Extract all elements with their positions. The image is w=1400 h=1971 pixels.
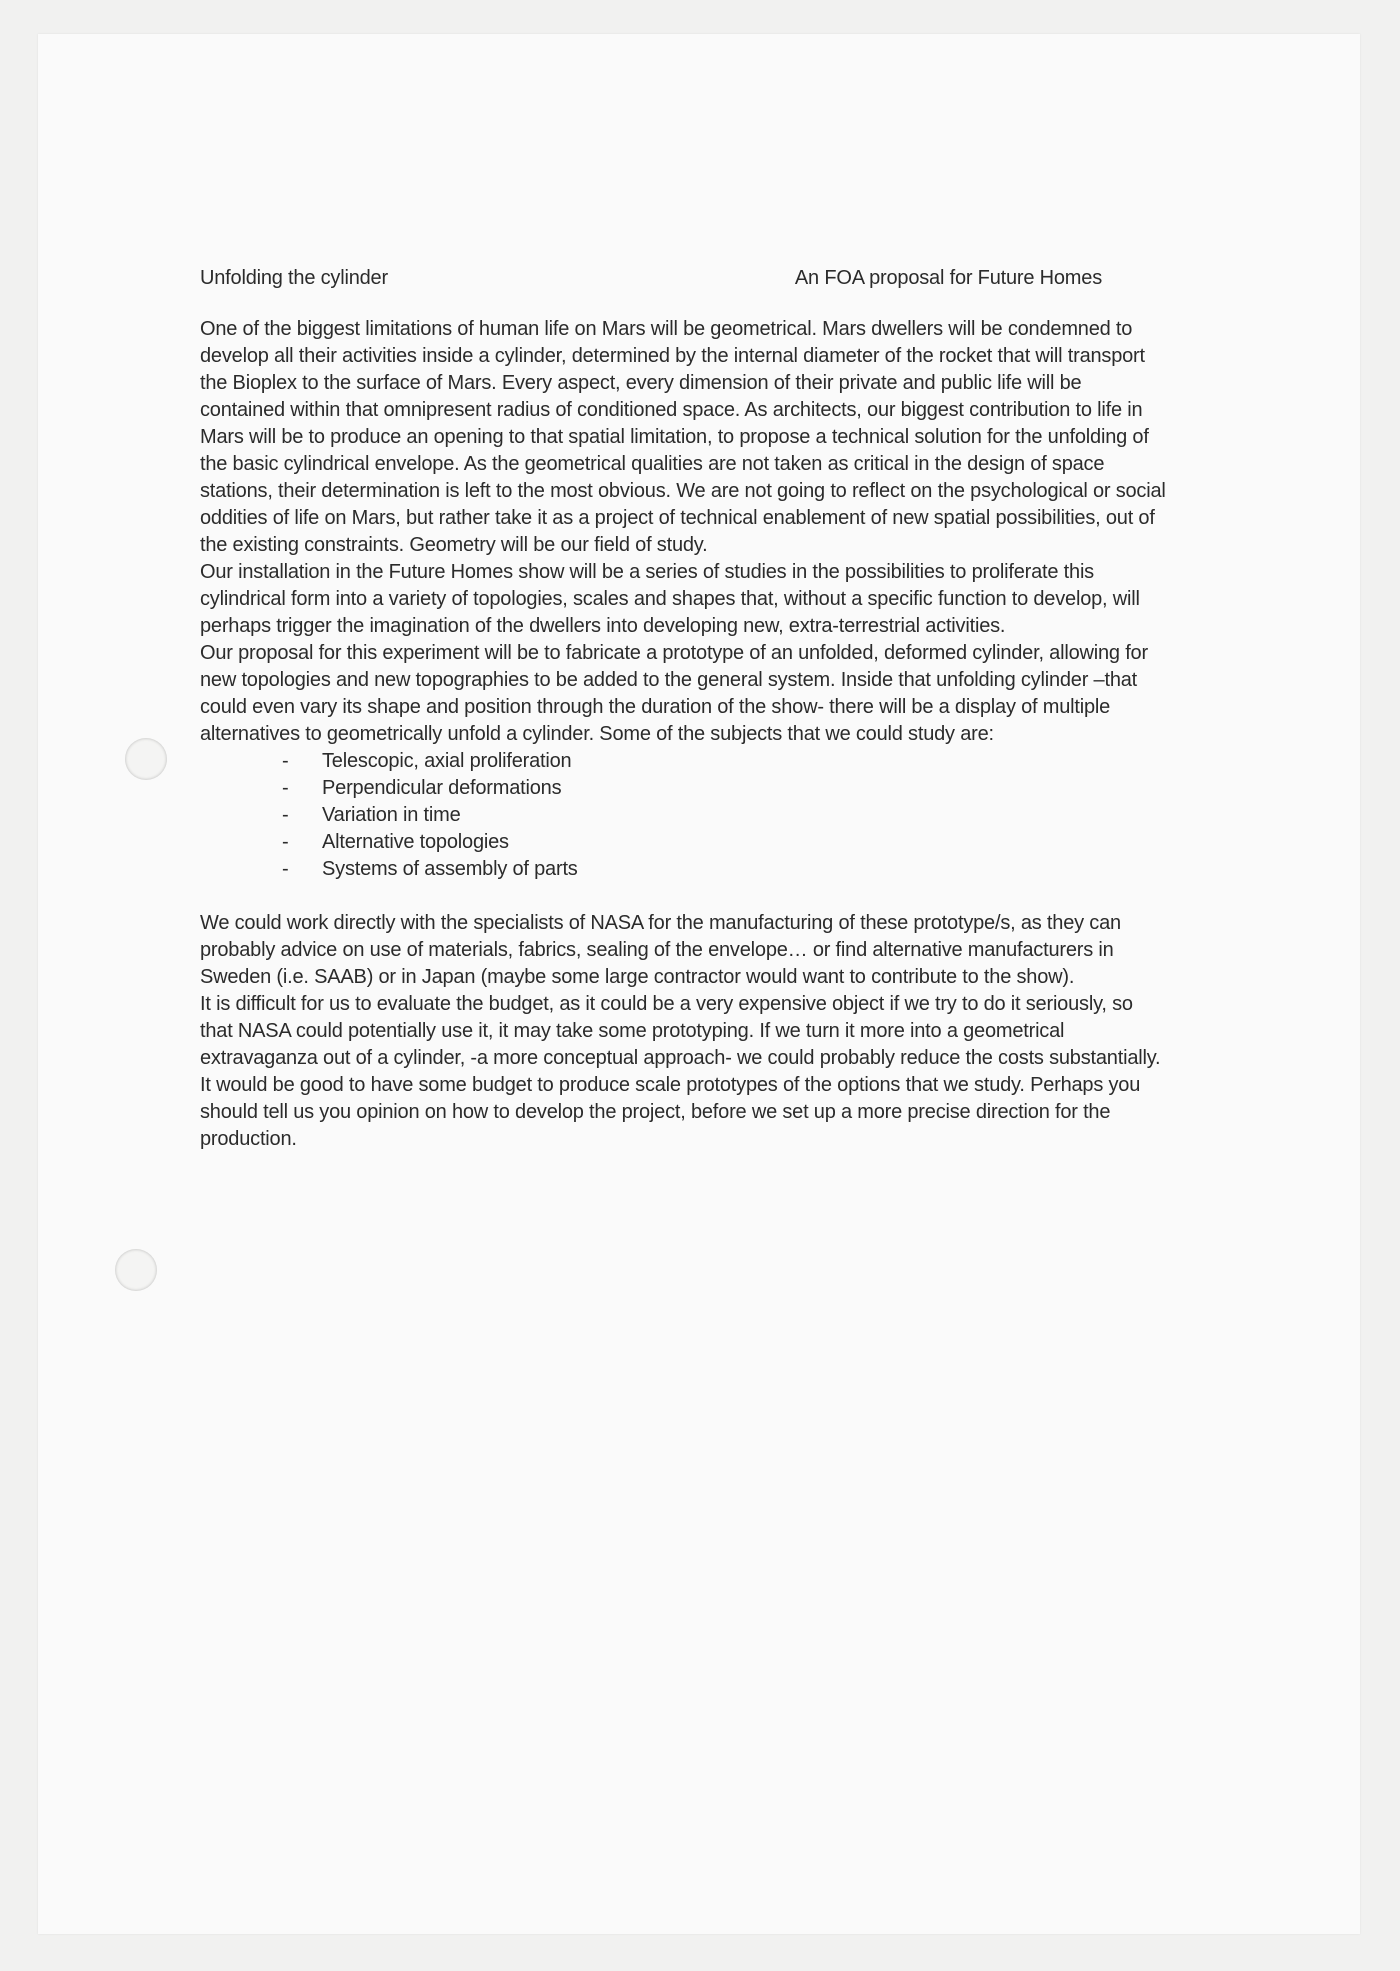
list-dash: -: [282, 804, 289, 826]
list-item: [282, 748, 1170, 775]
list-dash: -: [282, 858, 289, 880]
document-subtitle: An FOA proposal for Future Homes: [794, 267, 1102, 289]
document-header: [200, 265, 1170, 292]
document-body: [200, 265, 1170, 1153]
punch-hole: [115, 1249, 157, 1291]
list-item-text: Systems of assembly of parts: [322, 858, 578, 880]
list-item-text: Variation in time: [322, 804, 461, 826]
list-item: [282, 856, 1170, 883]
paragraph: Our proposal for this experiment will be to fabricate a prototype of an unfolded, deformed cylinder, allowing for new topologies and new topographies to be added to the general system. Inside that unfolding cylinder –that could even vary its shape and position through the duration of the show- there will be a display of multiple alternatives to geometrically unfold a cylinder. Some of the subjects that we could study are:: [200, 642, 1148, 745]
list-item-text: Telescopic, axial proliferation: [322, 750, 572, 772]
subjects-list: [200, 748, 1170, 883]
paragraph: It is difficult for us to evaluate the budget, as it could be a very expensive object if we try to do it seriously, so that NASA could potentially use it, it may take some prototyping. If we turn it more into a geometrical extravaganza out of a cylinder, -a more conceptual approach- we could probably reduce the costs substantially. It would be good to have some budget to produce scale prototypes of the options that we study. Perhaps you should tell us you opinion on how to develop the project, before we set up a more precise direction for the production.: [200, 993, 1161, 1150]
list-item: [282, 802, 1170, 829]
paragraph: Our installation in the Future Homes show will be a series of studies in the possibilities to proliferate this cylindrical form into a variety of topologies, scales and shapes that, without a specific function to develop, will perhaps trigger the imagination of the dwellers into developing new, extra-terrestrial activities.: [200, 561, 1140, 637]
list-item-text: Perpendicular deformations: [322, 777, 562, 799]
list-dash: -: [282, 831, 289, 853]
spacer: [200, 883, 1170, 910]
paragraph: We could work directly with the specialists of NASA for the manufacturing of these prototype/s, as they can probably advice on use of materials, fabrics, sealing of the envelope… or find alternative manufacturers in Sweden (i.e. SAAB) or in Japan (maybe some large contractor would want to contribute to the show).: [200, 912, 1121, 988]
list-item: [282, 775, 1170, 802]
list-item: [282, 829, 1170, 856]
punch-hole: [125, 738, 167, 780]
paragraph: One of the biggest limitations of human life on Mars will be geometrical. Mars dwellers will be condemned to develop all their activities inside a cylinder, determined by the internal diameter of the rocket that will transport the Bioplex to the surface of Mars. Every aspect, every dimension of their private and public life will be contained within that omnipresent radius of conditioned space. As architects, our biggest contribution to life in Mars will be to produce an opening to that spatial limitation, to propose a technical solution for the unfolding of the basic cylindrical envelope. As the geometrical qualities are not taken as critical in the design of space stations, their determination is left to the most obvious. We are not going to reflect on the psychological or social oddities of life on Mars, but rather take it as a project of technical enablement of new spatial possibilities, out of the existing constraints. Geometry will be our field of study.: [200, 318, 1166, 556]
list-dash: -: [282, 777, 289, 799]
document-title: Unfolding the cylinder: [200, 267, 388, 289]
list-item-text: Alternative topologies: [322, 831, 509, 853]
list-dash: -: [282, 750, 289, 772]
